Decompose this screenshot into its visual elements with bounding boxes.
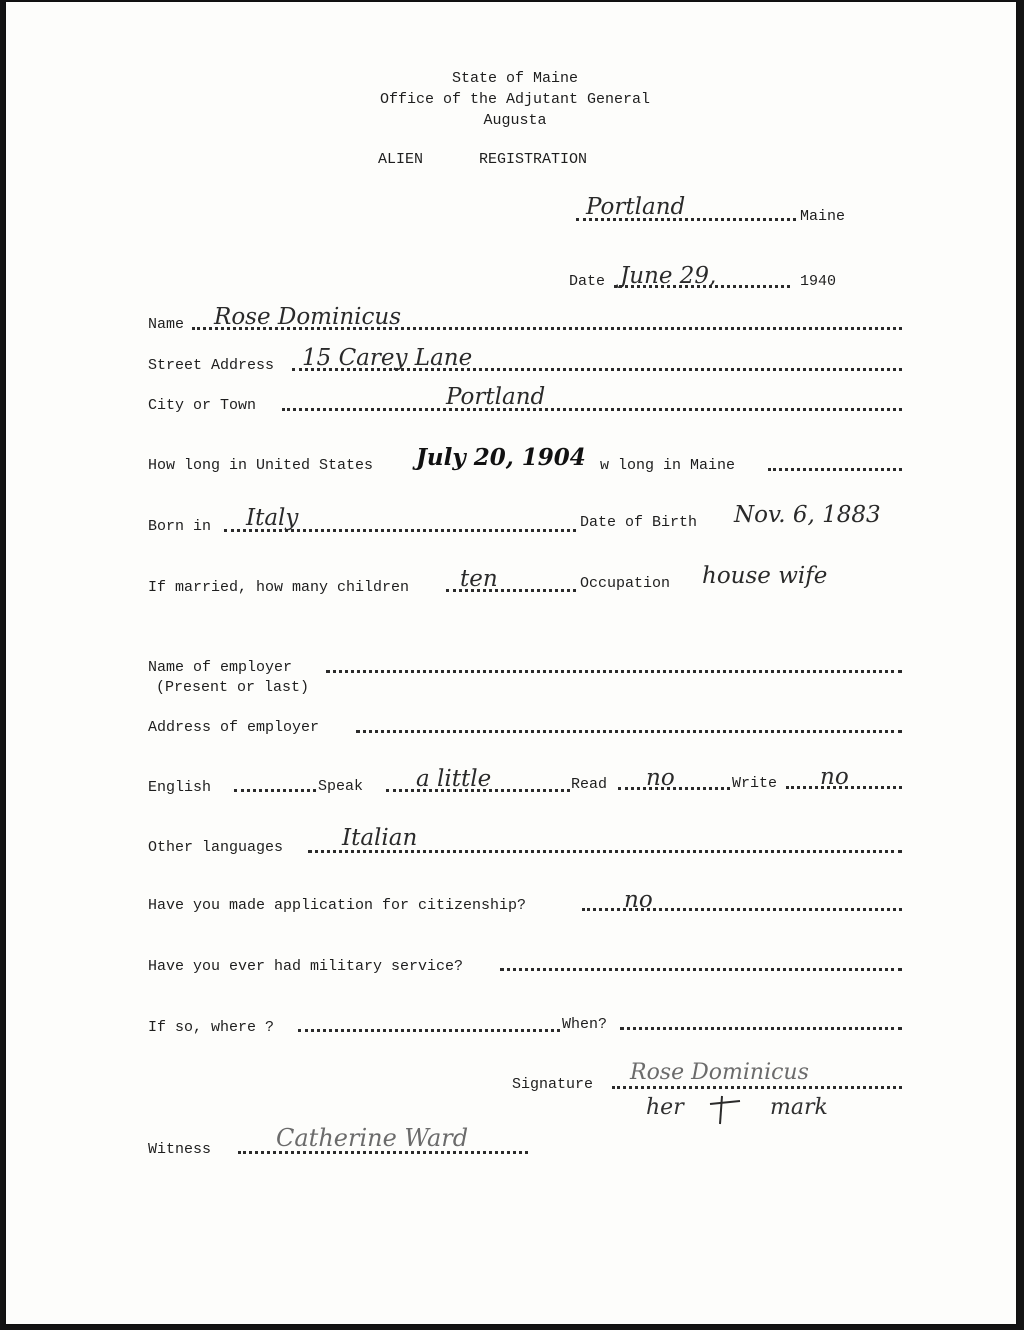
signature-label: Signature: [512, 1076, 594, 1093]
born-in-label: Born in: [148, 518, 212, 535]
military-label: Have you ever had military service?: [148, 958, 464, 975]
form-title-registration: REGISTRATION: [479, 151, 588, 168]
street-value: 15 Carey Lane: [302, 345, 473, 371]
witness-label: Witness: [148, 1141, 212, 1158]
speak-label: Speak: [318, 778, 364, 795]
other-languages-label: Other languages: [148, 839, 284, 856]
english-label: English: [148, 779, 212, 796]
where-label: If so, where ?: [148, 1019, 275, 1036]
date-year: 1940: [800, 273, 837, 290]
dob-label: Date of Birth: [580, 514, 698, 531]
write-label: Write: [732, 775, 778, 792]
us-time-value: July 20, 1904: [416, 444, 586, 471]
employer-label: Name of employer: [148, 659, 293, 676]
military-dots: [500, 968, 902, 971]
place-value: Portland: [586, 194, 686, 220]
employer-sublabel: (Present or last): [156, 679, 310, 696]
where-dots: [298, 1029, 560, 1032]
date-label: Date: [569, 273, 606, 290]
children-label: If married, how many children: [148, 579, 410, 596]
other-languages-value: Italian: [342, 825, 418, 851]
dob-value: Nov. 6, 1883: [734, 502, 881, 528]
city-label: City or Town: [148, 397, 257, 414]
us-time-label: How long in United States: [148, 457, 374, 474]
signature-dots: [612, 1086, 902, 1089]
header-city: Augusta: [483, 112, 547, 129]
occupation-value: house wife: [702, 563, 828, 589]
name-label: Name: [148, 316, 185, 333]
read-value: no: [646, 765, 675, 791]
signature-cross-mark-icon: [708, 1092, 742, 1126]
header-state: State of Maine: [451, 70, 579, 87]
witness-value: Catherine Ward: [276, 1124, 469, 1152]
city-value: Portland: [446, 384, 546, 410]
english-dots: [234, 789, 316, 792]
children-value: ten: [460, 566, 498, 592]
when-label: When?: [562, 1016, 608, 1033]
maine-time-label: w long in Maine: [600, 457, 736, 474]
speak-value: a little: [416, 766, 492, 792]
born-in-value: Italy: [246, 505, 299, 531]
write-value: no: [820, 764, 849, 790]
employer-address-label: Address of employer: [148, 719, 320, 736]
city-dots: [282, 408, 902, 411]
header-office: Office of the Adjutant General: [379, 91, 651, 108]
street-label: Street Address: [148, 357, 275, 374]
mark-right-text: mark: [770, 1095, 828, 1120]
registration-form-page: [6, 2, 1016, 1324]
occupation-label: Occupation: [580, 575, 671, 592]
form-title-alien: ALIEN: [378, 151, 424, 168]
citizenship-label: Have you made application for citizenship?: [148, 897, 527, 914]
signature-value: Rose Dominicus: [630, 1060, 809, 1085]
maine-time-dots: [768, 468, 902, 471]
read-label: Read: [571, 776, 608, 793]
place-suffix: Maine: [800, 208, 846, 225]
citizenship-value: no: [624, 887, 653, 913]
employer-address-dots: [356, 730, 902, 733]
employer-dots: [326, 670, 902, 673]
date-value: June 29,: [620, 263, 717, 289]
mark-left-text: her: [646, 1095, 684, 1120]
when-dots: [620, 1027, 902, 1030]
name-value: Rose Dominicus: [214, 304, 402, 330]
